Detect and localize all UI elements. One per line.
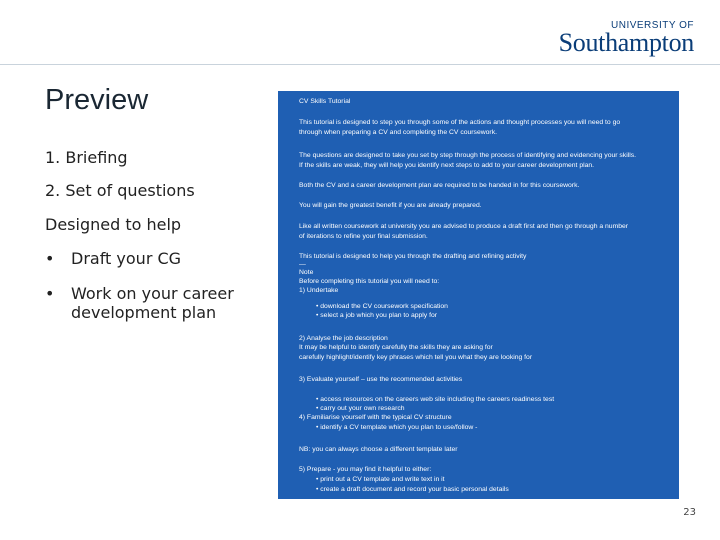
panel-line: Note: [299, 269, 314, 276]
bullet-text: Draft your CG: [71, 249, 182, 268]
logo-university-of: UNIVERSITY OF: [611, 20, 694, 31]
page-number: 23: [683, 507, 696, 518]
list-item-set-of-questions: 2. Set of questions: [45, 181, 195, 200]
panel-line: • identify a CV template which you plan to use/follow -: [316, 424, 478, 431]
panel-line: Both the CV and a career development plan are required to be handed in for this coursework.: [299, 182, 580, 189]
panel-line: The questions are designed to take you set by step through the process of identifying and evidencing your skills.: [299, 152, 637, 159]
panel-line: 1) Undertake: [299, 287, 339, 294]
panel-line: This tutorial is designed to step you through some of the actions and thought processes you will need to go: [299, 119, 621, 126]
panel-line: • access resources on the careers web site including the careers readiness test: [316, 396, 555, 403]
panel-line: It may be helpful to identify carefully the skills they are asking for: [299, 344, 493, 351]
panel-line: —: [299, 261, 306, 268]
panel-line: You will gain the greatest benefit if you are already prepared.: [299, 202, 482, 209]
panel-line: 3) Evaluate yourself – use the recommended activities: [299, 376, 463, 383]
panel-line: • create a draft document and record your basic personal details: [316, 486, 509, 493]
logo-southampton: Southampton: [558, 28, 694, 57]
slide-title: Preview: [45, 84, 149, 116]
bullet-text: Work on your career development plan: [71, 284, 234, 322]
panel-line: • print out a CV template and write text in it: [316, 476, 445, 483]
panel-line: NB: you can always choose a different template later: [299, 446, 458, 453]
panel-line: If the skills are weak, they will help you identify next steps to add to your career development plan.: [299, 162, 595, 169]
panel-line: 5) Prepare - you may find it helpful to either:: [299, 466, 432, 473]
panel-line: • select a job which you plan to apply for: [316, 312, 438, 319]
panel-line: Before completing this tutorial you will need to:: [299, 278, 440, 285]
panel-line: • download the CV coursework specification: [316, 303, 448, 310]
header-divider: [0, 64, 720, 65]
panel-line: carefully highlight/identify key phrases which tell you what they are looking for: [299, 354, 533, 361]
panel-line: of iterations to refine your final submission.: [299, 233, 428, 240]
cv-tutorial-screenshot: [278, 91, 679, 499]
panel-line: 4) Familiarise yourself with the typical CV structure: [299, 414, 452, 421]
university-logo: [559, 20, 694, 55]
bullet-dot: •: [45, 284, 55, 303]
panel-line: through when preparing a CV and completing the CV coursework.: [299, 129, 497, 136]
panel-line: Like all written coursework at university you are advised to produce a draft first and then go through a number: [299, 223, 629, 230]
panel-line: CV Skills Tutorial: [299, 98, 351, 105]
bullet-dot: •: [45, 249, 55, 268]
list-item-briefing: 1. Briefing: [45, 148, 128, 167]
panel-line: 2) Analyse the job description: [299, 335, 388, 342]
designed-to-help-label: Designed to help: [45, 215, 182, 234]
panel-line: • carry out your own research: [316, 405, 405, 412]
panel-line: This tutorial is designed to help you through the drafting and refining activity: [299, 253, 527, 260]
